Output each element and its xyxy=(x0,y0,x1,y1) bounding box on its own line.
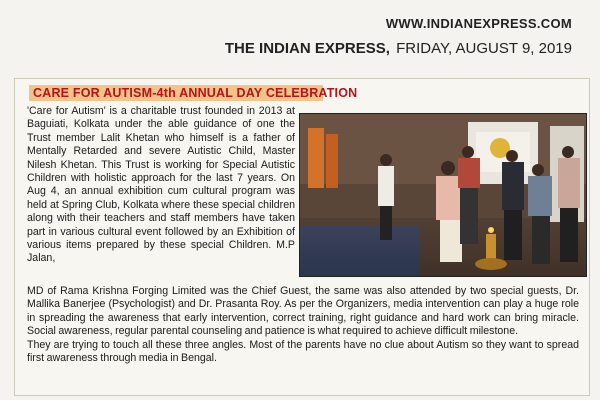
article-headline: CARE FOR AUTISM-4th ANNUAL DAY CELEBRATION xyxy=(33,86,358,100)
article-body-wide xyxy=(27,285,579,365)
news-clipping xyxy=(14,78,590,396)
article-paragraph: MD of Rama Krishna Forging Limited was the Chief Guest, the same was also attended by two special guests, Dr. Mallika Banerjee (Psychologist) and Dr. Prasanta Roy. As per the Organizers, media intervention can play a huge role in spreading the awareness that early intervention, correct training, right guidance and hard work can bring miracle. Social awareness, regular parental counseling and patience is what required to achieve difficult milestone. xyxy=(27,285,579,338)
publication-date: FRIDAY, AUGUST 9, 2019 xyxy=(396,40,572,57)
article-column-text: 'Care for Autism' is a charitable trust founded in 2013 at Baguiati, Kolkata under the able guidance of one the Trust member Lalit Khetan who himself is a father of Mentally Retarded and severe Autistic Child, Master Nilesh Khetan. This Trust is working for Special Autistic Children with holistic approach for the last 7 years. On Aug 4, an annual exhibition cum cultural program was held at Spring Club, Kolkata where these special children along with their teachers and staff members have taken part in various cultural event followed by an Exhibition of various items prepared by these special Children. M.P Jalan, xyxy=(27,105,295,265)
newspaper-name: THE INDIAN EXPRESS, xyxy=(224,40,390,57)
masthead-line xyxy=(225,40,572,57)
event-photo xyxy=(299,113,587,277)
article-closing-paragraph: They are trying to touch all these three angles. Most of the parents have no clue about Autism so they want to spread first awareness through media in Bengal. xyxy=(27,338,579,365)
masthead-url: WWW.INDIANEXPRESS.COM xyxy=(385,16,572,31)
